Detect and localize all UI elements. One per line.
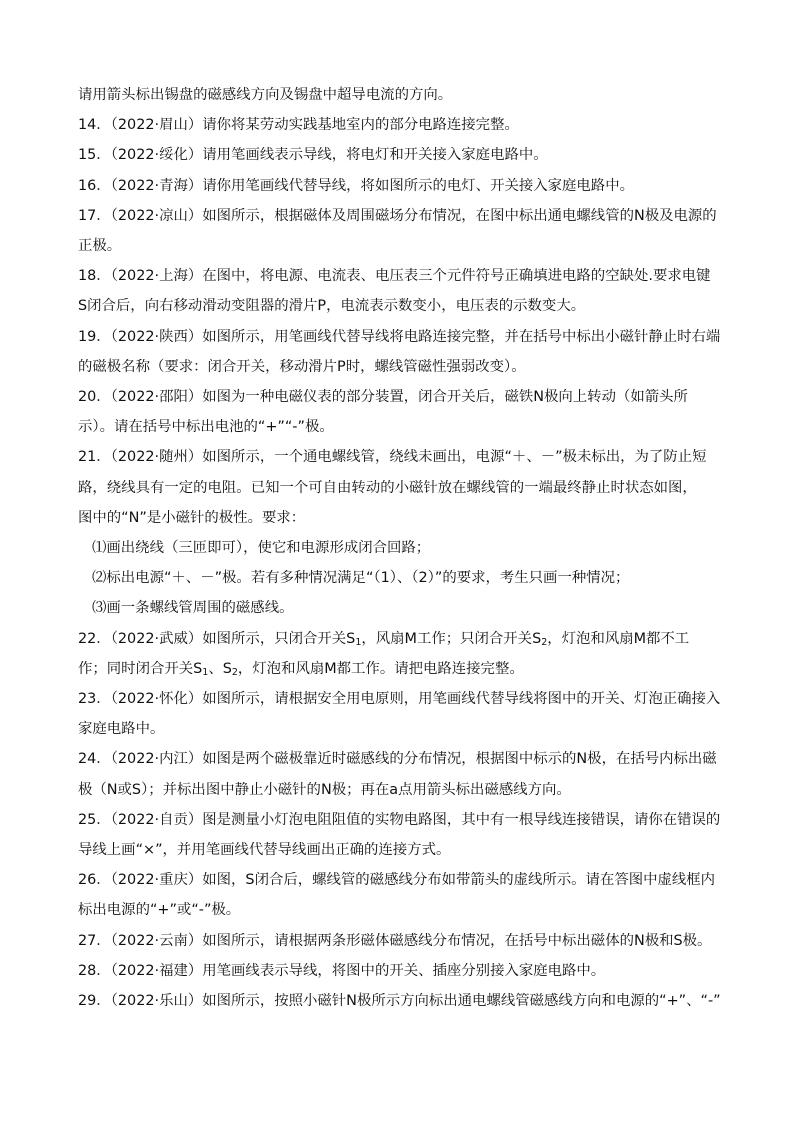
question-28: 28．（2022·福建）用笔画线表示导线，将图中的开关、插座分别接入家庭电路中。 [78,962,606,979]
question-18: 18．（2022·上海）在图中，将电源、电流表、电压表三个元件符号正确填进电路的空缺处.要求电键 [78,268,711,285]
question-21: 21．（2022·随州）如图所示，一个通电螺线管，绕线未画出，电源“＋、－”极未标出，为了防止短 [78,449,707,466]
text-line: 路，绕线具有一定的电阻。已知一个可自由转动的小磁针放在螺线管的一端最终静止时状态如图， [78,479,697,496]
question-16: 16．（2022·青海）请你用笔画线代替导线，将如图所示的电灯、开关接入家庭电路中。 [78,177,634,194]
text-segment: ，灯泡和风扇M都不工 [547,630,690,647]
question-15: 15．（2022·绥化）请用笔画线表示导线，将电灯和开关接入家庭电路中。 [78,147,548,164]
text-segment: 22．（2022·武威）如图所示，只闭合开关S [78,630,356,647]
question-24: 24．（2022·内江）如图是两个磁极靠近时磁感线的分布情况，根据图中标示的N极，在括号内标出磁 [78,751,717,768]
text-segment: 作；同时闭合开关S [78,660,203,677]
text-line: 的磁极名称（要求：闭合开关，移动滑片P时，螺线管磁性强弱改变）。 [78,358,526,375]
subscript: 2 [541,636,548,648]
subscript: 1 [355,636,362,648]
question-19: 19．（2022·陕西）如图所示，用笔画线代替导线将电路连接完整，并在括号中标出小磁针静止时右端 [78,328,721,345]
question-27: 27．（2022·云南）如图所示，请根据两条形磁体磁感线分布情况，在括号中标出磁体的N极和S极。 [78,932,712,949]
text-line: 标出电源的“+”或“-”极。 [78,902,241,919]
text-line: S闭合后，向右移动滑动变阻器的滑片P，电流表示数变小，电压表的示数变大。 [78,298,586,315]
text-line: 请用箭头标出锡盘的磁感线方向及锡盘中超导电流的方向。 [78,87,453,103]
text-line: 图中的“N”是小磁针的极性。要求： [78,509,306,526]
requirement-3: ⑶画一条螺线管周围的磁感线。 [92,600,294,617]
question-23: 23．（2022·怀化）如图所示，请根据安全用电原则，用笔画线代替导线将图中的开关、灯泡正确接入 [78,691,721,708]
question-17: 17．（2022·凉山）如图所示，根据磁体及周围磁场分布情况，在图中标出通电螺线管的N极及电源的 [78,207,717,224]
text-segment: ，灯泡和风扇M都工作。请把电路连接完整。 [237,660,524,677]
question-14: 14．（2022·眉山）请你将某劳动实践基地室内的部分电路连接完整。 [78,117,519,134]
requirement-2: ⑵标出电源“＋、－”极。若有多种情况满足“（1）、（2）”的要求，考生只画一种情况； [92,570,630,587]
text-segment: 、S [208,660,232,677]
question-22 [78,624,724,654]
question-29: 29．（2022·乐山）如图所示，按照小磁针N极所示方向标出通电螺线管磁感线方向和电源的“+”、“-” [78,993,721,1010]
question-25: 25．（2022·自贡）图是测量小灯泡电阻阻值的实物电路图，其中有一根导线连接错误，请你在错误的 [78,811,721,828]
subscript: 1 [202,666,209,678]
text-line: 导线上画“×”，并用笔画线代替导线画出正确的连接方式。 [78,842,451,859]
text-line: 家庭电路中。 [78,721,165,738]
question-20: 20．（2022·邵阳）如图为一种电磁仪表的部分装置，闭合开关后，磁铁N极向上转动（如箭头所 [78,389,688,406]
requirement-1: ⑴画出绕线（三匝即可），使它和电源形成闭合回路； [92,540,431,557]
text-line: 极（N或S）；并标出图中静止小磁针的N极；再在a点用箭头标出磁感线方向。 [78,781,571,798]
text-segment: ，风扇M工作；只闭合开关S [361,630,542,647]
question-26: 26．（2022·重庆）如图，S闭合后，螺线管的磁感线分布如带箭头的虚线所示。请在答图中虚线框内 [78,872,716,889]
text-line: 示）。请在括号中标出电池的“+”“-”极。 [78,419,334,436]
text-line [78,654,724,684]
question-list [78,80,724,1016]
subscript: 2 [231,666,238,678]
text-line: 正极。 [78,238,122,255]
